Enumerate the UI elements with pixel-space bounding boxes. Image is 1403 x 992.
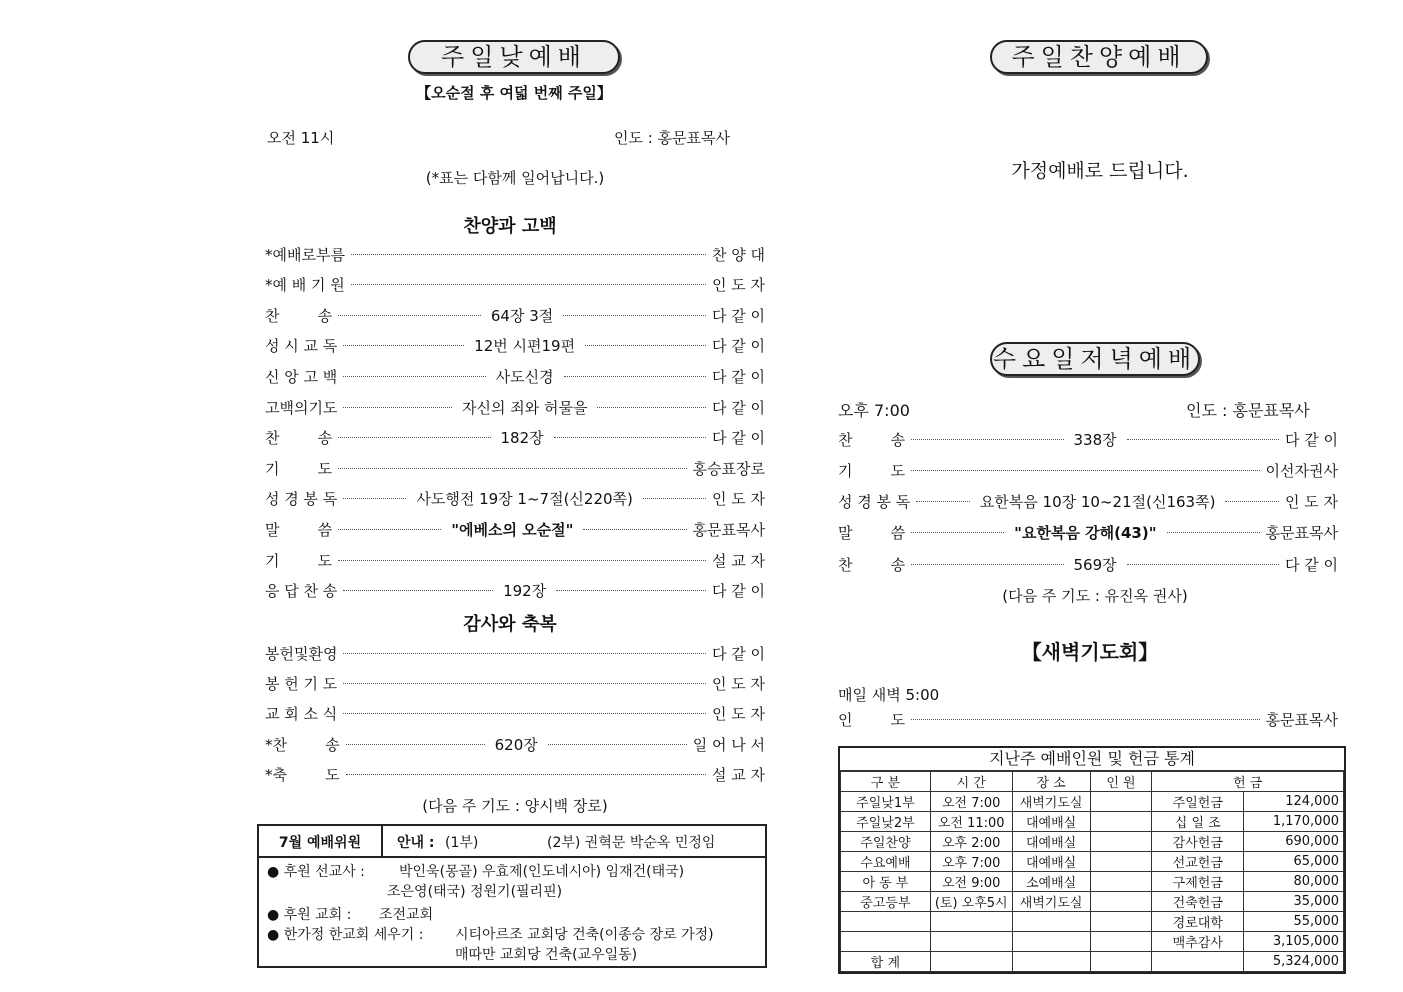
dawn-time: 매일 새벽 5:00 <box>838 686 940 704</box>
guide-label: 안내 : <box>397 835 435 851</box>
stats-cell <box>930 912 1012 932</box>
stats-cell: 35,000 <box>1244 892 1344 912</box>
stats-cell <box>1090 872 1152 892</box>
sunday-praise-title: 주일찬양예배 <box>990 40 1208 74</box>
order-label: 고백의기도 <box>265 398 338 417</box>
order-label: 봉 헌 기 도 <box>265 674 338 693</box>
order-row <box>265 274 765 296</box>
total-label: 합 계 <box>841 952 931 972</box>
stats-header: 구 분 <box>841 772 931 792</box>
order-row <box>265 642 765 664</box>
order-detail: 사도신경 <box>495 367 554 386</box>
order-leader: 설 교 자 <box>711 551 765 570</box>
table-row <box>841 872 1344 892</box>
section-praise-confession: 찬양과 고백 <box>463 216 557 237</box>
order-leader: 다 같 이 <box>711 306 765 325</box>
sunday-service-title: 주일낮예배 <box>408 40 620 74</box>
order-row <box>265 396 765 418</box>
committee-tab: 7월 예배위원 <box>278 835 362 851</box>
stats-table <box>840 771 1344 972</box>
stats-header: 인 원 <box>1090 772 1152 792</box>
stats-table-box <box>838 746 1346 974</box>
stats-cell: 구제헌금 <box>1152 872 1244 892</box>
table-row <box>841 892 1344 912</box>
stats-cell: 경로대학 <box>1152 912 1244 932</box>
stats-cell: 새벽기도실 <box>1012 892 1090 912</box>
order-leader: 인 도 자 <box>711 674 765 693</box>
stats-cell <box>1012 952 1090 972</box>
sunday-subtitle: 【오순절 후 여덟 번째 주일】 <box>416 84 612 102</box>
stats-total-row <box>841 952 1344 972</box>
stats-cell: 1,170,000 <box>1244 812 1344 832</box>
order-leader: 홍문표목사 <box>692 520 765 539</box>
order-detail: 192장 <box>503 582 547 601</box>
wed-time: 오후 7:00 <box>838 401 910 420</box>
stats-cell: 80,000 <box>1244 872 1344 892</box>
standing-note: (*표는 다함께 일어납니다.) <box>425 169 605 187</box>
church-label: ● 후원 교회 : <box>267 907 352 923</box>
order-leader: 찬 양 대 <box>711 245 765 264</box>
stats-cell <box>1090 952 1152 972</box>
stats-header: 헌 금 <box>1152 772 1344 792</box>
order-detail: 사도행전 19장 1~7절(신220쪽) <box>416 490 633 509</box>
order-label: 기 도 <box>265 459 333 478</box>
mission-list-1: 박인욱(몽골) 우효제(인도네시아) 임재건(태국) <box>399 864 685 880</box>
order-row <box>265 703 765 725</box>
stats-title: 지난주 예배인원 및 헌금 통계 <box>840 748 1344 771</box>
order-row <box>265 304 765 326</box>
stats-cell <box>1090 792 1152 812</box>
order-row <box>265 672 765 694</box>
order-leader: 이선자권사 <box>1265 461 1338 480</box>
order-label: 성 경 봉 독 <box>838 493 911 512</box>
order-row <box>838 459 1338 481</box>
stats-cell: 3,105,000 <box>1244 932 1344 952</box>
order-leader: 다 같 이 <box>1285 555 1339 574</box>
order-label: 성 시 교 독 <box>265 337 338 356</box>
table-row <box>841 852 1344 872</box>
wed-next-prayer: (다음 주 기도 : 유진옥 권사) <box>1002 587 1188 605</box>
order-row <box>265 733 765 755</box>
order-leader: 다 같 이 <box>711 337 765 356</box>
order-label: 찬 송 <box>265 429 333 448</box>
stats-cell: 새벽기도실 <box>1012 792 1090 812</box>
stats-cell: 65,000 <box>1244 852 1344 872</box>
mission-label: ● 후원 선교사 : <box>267 864 365 880</box>
stats-cell: 오전 11:00 <box>930 812 1012 832</box>
stats-cell: 대예배실 <box>1012 832 1090 852</box>
order-row <box>838 553 1338 575</box>
stats-cell: 오전 9:00 <box>930 872 1012 892</box>
stats-cell <box>841 932 931 952</box>
order-row <box>265 365 765 387</box>
order-detail: 12번 시편19편 <box>474 337 576 356</box>
order-label: *예 배 기 원 <box>265 276 345 295</box>
order-leader: 홍문표목사 <box>1265 524 1338 543</box>
mission-list-2: 조은영(태국) 정원기(필리핀) <box>387 884 563 900</box>
stats-cell: 오후 7:00 <box>930 852 1012 872</box>
stats-cell: 오후 2:00 <box>930 832 1012 852</box>
stats-cell <box>1012 932 1090 952</box>
section-thanks-blessing: 감사와 축복 <box>463 614 557 635</box>
stats-cell <box>1090 932 1152 952</box>
order-detail: 182장 <box>500 429 544 448</box>
order-label: 응 답 찬 송 <box>265 582 338 601</box>
supported-church: 조전교회 <box>379 907 434 923</box>
order-row <box>838 491 1338 513</box>
stats-cell: 690,000 <box>1244 832 1344 852</box>
order-leader: 다 같 이 <box>1285 430 1339 449</box>
stats-cell: 소예배실 <box>1012 872 1090 892</box>
stats-cell: 주일헌금 <box>1152 792 1244 812</box>
order-row <box>265 457 765 479</box>
stats-cell: 주일낮1부 <box>841 792 931 812</box>
order-leader: 일 어 나 서 <box>692 735 766 754</box>
guide-part1: (1부) <box>445 835 479 851</box>
table-row <box>841 832 1344 852</box>
order-detail: 64장 3절 <box>490 306 554 325</box>
worship-committee-box <box>257 824 767 968</box>
one-family-1: 시티아르조 교회당 건축(이종승 장로 가정) <box>455 927 714 943</box>
order-label: *찬 송 <box>265 735 340 754</box>
order-label: 찬 송 <box>265 306 333 325</box>
total-amount: 5,324,000 <box>1244 952 1344 972</box>
order-leader: 인 도 자 <box>1284 493 1338 512</box>
order-leader: 설 교 자 <box>711 766 765 785</box>
dawn-leader-row <box>838 708 1338 730</box>
order-leader: 다 같 이 <box>711 367 765 386</box>
order-label: 말 씀 <box>838 524 906 543</box>
order-row <box>838 522 1338 544</box>
table-row <box>841 912 1344 932</box>
order-label: *축 도 <box>265 766 340 785</box>
dawn-leader-label: 인 도 <box>838 710 906 729</box>
order-label: 성 경 봉 독 <box>265 490 338 509</box>
stats-cell: 건축헌금 <box>1152 892 1244 912</box>
dawn-prayer-title: 【새벽기도회】 <box>1021 640 1159 664</box>
order-row <box>265 549 765 571</box>
order-row <box>265 580 765 602</box>
stats-cell: 중고등부 <box>841 892 931 912</box>
wednesday-service-title: 수요일저녁예배 <box>990 342 1200 376</box>
order-detail: 자신의 죄와 허물을 <box>461 398 588 417</box>
order-leader: 다 같 이 <box>711 398 765 417</box>
order-label: 말 씀 <box>265 520 333 539</box>
wed-leader: 인도 : 홍문표목사 <box>1186 401 1310 420</box>
stats-cell <box>1090 832 1152 852</box>
stats-cell: 아 동 부 <box>841 872 931 892</box>
stats-cell <box>1152 952 1244 972</box>
stats-cell: 십 일 조 <box>1152 812 1244 832</box>
family-worship-note: 가정예배로 드립니다. <box>1011 160 1189 182</box>
table-row <box>841 812 1344 832</box>
stats-cell <box>1090 912 1152 932</box>
service-leader: 인도 : 홍문표목사 <box>614 129 731 147</box>
order-row <box>838 428 1338 450</box>
stats-cell <box>1012 912 1090 932</box>
order-detail: 620장 <box>494 735 538 754</box>
stats-cell: 오전 7:00 <box>930 792 1012 812</box>
order-detail: 338장 <box>1073 430 1117 449</box>
order-leader: 홍승표장로 <box>692 459 765 478</box>
table-row <box>841 932 1344 952</box>
order-leader: 다 같 이 <box>712 429 766 448</box>
dawn-leader: 홍문표목사 <box>1265 710 1338 729</box>
order-detail: 569장 <box>1073 555 1117 574</box>
stats-cell: 주일낮2부 <box>841 812 931 832</box>
stats-header: 시 간 <box>930 772 1012 792</box>
service-time: 오전 11시 <box>267 129 335 147</box>
next-week-prayer: (다음 주 기도 : 양시백 장로) <box>422 797 608 815</box>
stats-cell: 선교헌금 <box>1152 852 1244 872</box>
stats-cell: 124,000 <box>1244 792 1344 812</box>
order-detail: 요한복음 10장 10~21절(신163쪽) <box>979 493 1216 512</box>
stats-cell: 감사헌금 <box>1152 832 1244 852</box>
stats-cell: 55,000 <box>1244 912 1344 932</box>
order-row <box>265 518 765 540</box>
order-label: 봉헌및환영 <box>265 644 338 663</box>
order-detail: "요한복음 강해(43)" <box>1014 524 1157 543</box>
order-leader: 인 도 자 <box>712 490 766 509</box>
stats-cell <box>1090 812 1152 832</box>
table-row <box>841 792 1344 812</box>
stats-cell: 대예배실 <box>1012 852 1090 872</box>
stats-cell: 수요예배 <box>841 852 931 872</box>
order-row <box>265 764 765 786</box>
stats-header: 장 소 <box>1012 772 1090 792</box>
order-leader: 인 도 자 <box>711 276 765 295</box>
order-row <box>265 335 765 357</box>
stats-cell <box>1090 892 1152 912</box>
order-row <box>265 488 765 510</box>
stats-cell <box>841 912 931 932</box>
order-row <box>265 427 765 449</box>
order-label: *예배로부름 <box>265 245 345 264</box>
stats-cell <box>1090 852 1152 872</box>
stats-cell: 맥추감사 <box>1152 932 1244 952</box>
order-label: 찬 송 <box>838 430 906 449</box>
order-leader: 인 도 자 <box>711 705 765 724</box>
one-family-label: ● 한가정 한교회 세우기 : <box>267 927 424 943</box>
guide-part2: (2부) 권혁문 박순옥 민정임 <box>547 835 716 851</box>
stats-cell: (토) 오후5시 <box>930 892 1012 912</box>
order-label: 기 도 <box>265 551 333 570</box>
stats-cell <box>930 932 1012 952</box>
order-row <box>265 243 765 265</box>
order-label: 기 도 <box>838 461 906 480</box>
order-label: 교 회 소 식 <box>265 705 338 724</box>
order-leader: 다 같 이 <box>711 582 765 601</box>
one-family-2: 매따만 교회당 건축(교우일동) <box>455 947 638 963</box>
stats-cell: 대예배실 <box>1012 812 1090 832</box>
order-leader: 다 같 이 <box>711 644 765 663</box>
stats-cell <box>930 952 1012 972</box>
order-label: 찬 송 <box>838 555 906 574</box>
order-detail: "에베소의 오순절" <box>451 520 574 539</box>
stats-cell: 주일찬양 <box>841 832 931 852</box>
order-label: 신 앙 고 백 <box>265 367 338 386</box>
